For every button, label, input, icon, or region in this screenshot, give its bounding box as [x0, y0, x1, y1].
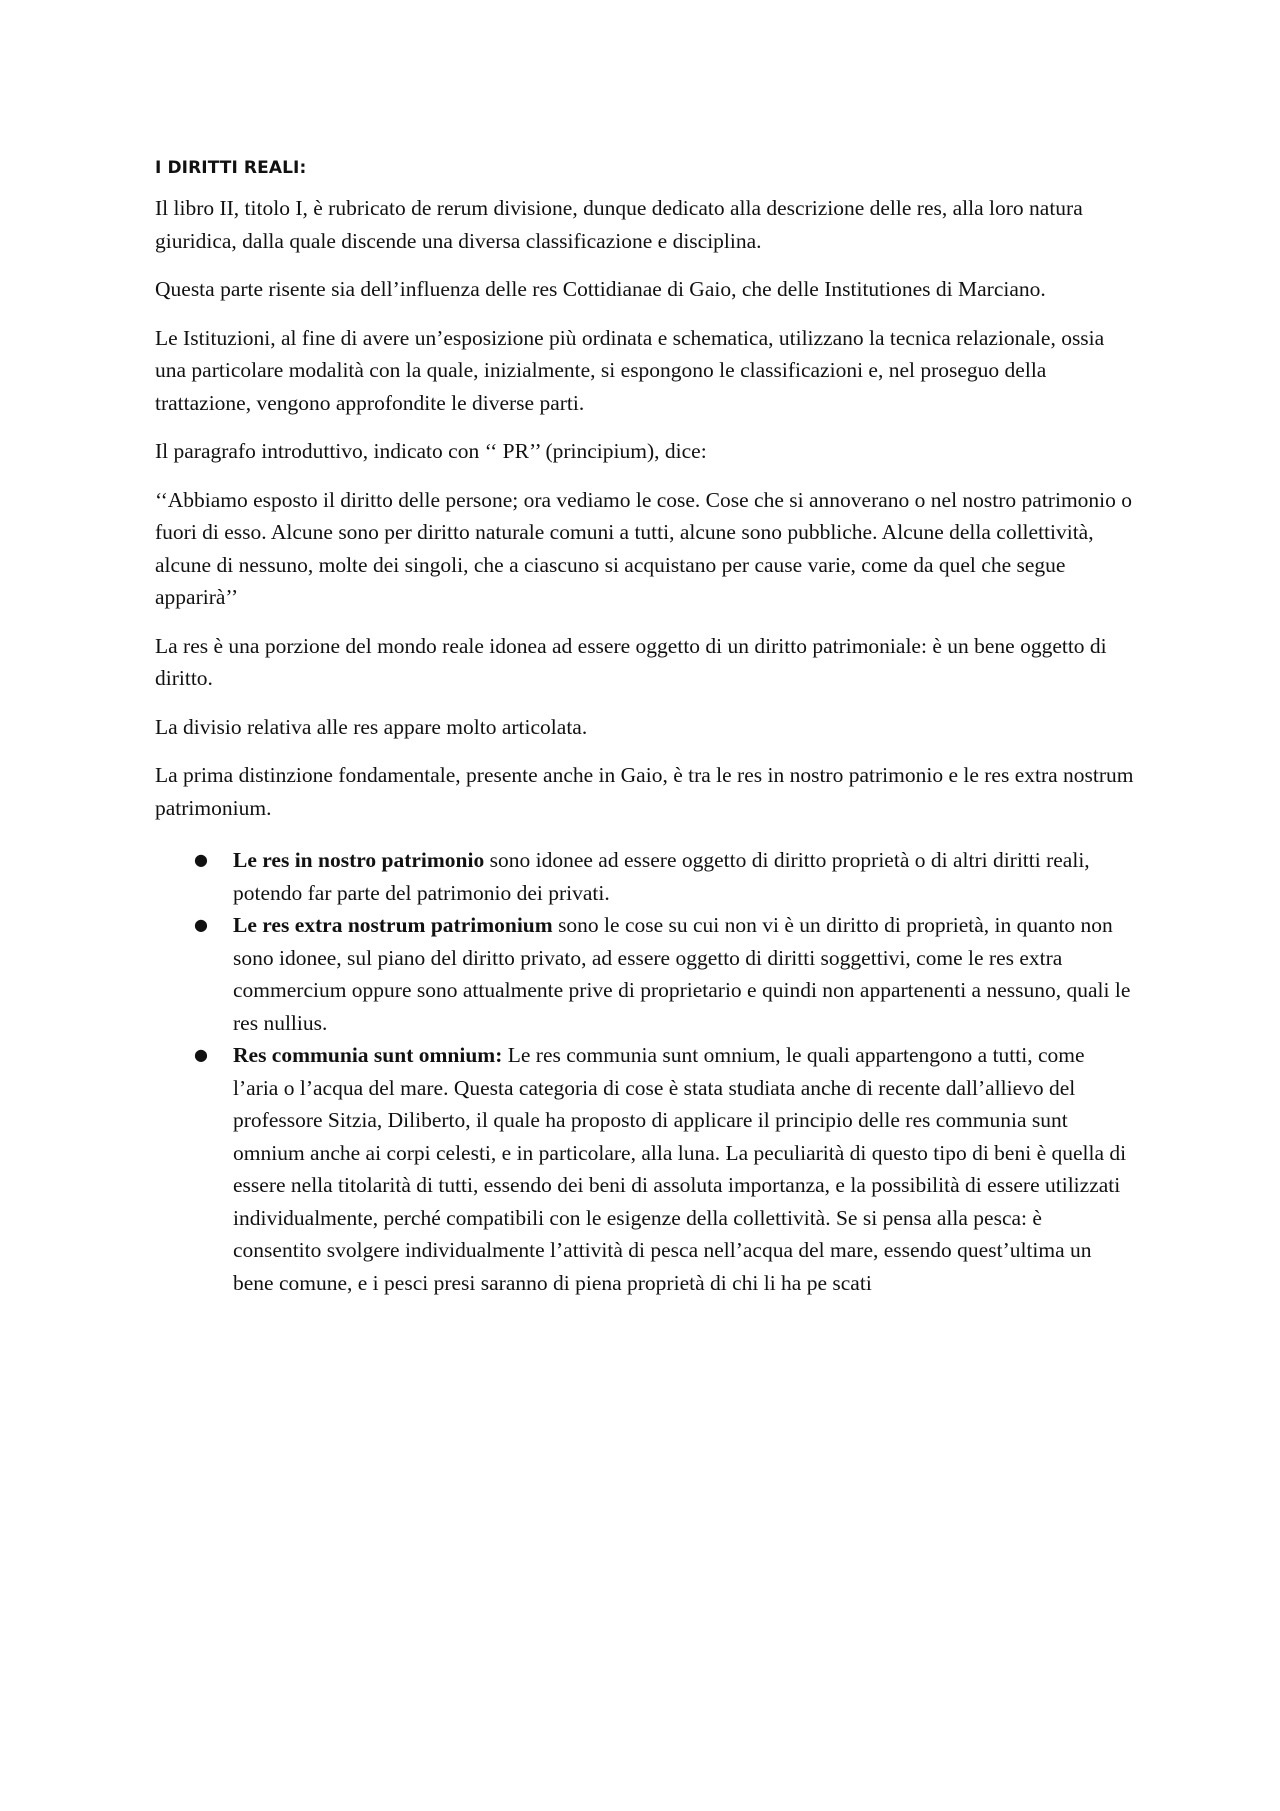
bullet-term: Le res in nostro patrimonio — [233, 848, 485, 872]
bullet-item-res-communia — [155, 1039, 1135, 1299]
bullet-dot-icon: ● — [194, 850, 208, 869]
bullet-text: Le res communia sunt omnium, le quali appartengono a tutti, come l’aria o l’acqua del mare. Questa categoria di cose è stata studiata anche di recente dall’allievo del professore Sitzia, Diliberto, il quale ha proposto di applicare il principio delle res communia sunt omnium anche ai corpi celesti, e in particolare, alla luna. La peculiarità di questo tipo di beni è quella di essere nella titolarità di tutti, essendo dei beni di assoluta importanza, e la possibilità di essere utilizzati individualmente, perché compatibili con le esigenze della collettività. Se si pensa alla pesca: è consentito svolgere individualmente l’attività di pesca nell’acqua del mare, essendo quest’ultima un bene comune, e i pesci presi saranno di piena proprietà di chi li ha pe scati — [233, 1043, 1127, 1295]
quotation-paragraph: ‘‘Abbiamo esposto il diritto delle persone; ora vediamo le cose. Cose che si annoverano o nel nostro patrimonio o fuori di esso. Alcune sono per diritto naturale comuni a tutti, alcune sono pubbliche. Alcune della collettività, alcune di nessuno, molte dei singoli, che a ciascuno si acquistano per cause varie, come da quel che segue apparirà’’ — [155, 487, 1133, 609]
bullet-term: Le res extra nostrum patrimonium — [233, 913, 553, 937]
paragraph-1: Il libro II, titolo I, è rubricato de rerum divisione, dunque dedicato alla descrizione delle res, alla loro natura giuridica, dalla quale discende una diversa classificazione e disciplina. — [155, 196, 1083, 253]
paragraph-3: Le Istituzioni, al fine di avere un’esposizione più ordinata e schematica, utilizzano la tecnica relazionale, ossia una particolare modalità con la quale, inizialmente, si espongono le classificazioni e, nel proseguo della trattazione, vengono approfondite le diverse parti. — [155, 325, 1105, 415]
paragraph-6: La res è una porzione del mondo reale idonea ad essere oggetto di un diritto patrimoniale: è un bene oggetto di diritto. — [155, 633, 1107, 690]
bullet-item-res-in-patrimonio — [155, 844, 1135, 909]
bullet-list — [155, 844, 1135, 1299]
paragraph-7: La divisio relativa alle res appare molto articolata. — [155, 714, 588, 739]
paragraph-8: La prima distinzione fondamentale, presente anche in Gaio, è tra le res in nostro patrimonio e le res extra nostrum patrimonium. — [155, 763, 1134, 820]
paragraph-4: Il paragrafo introduttivo, indicato con ‘‘ PR’’ (principium), dice: — [155, 439, 707, 463]
bullet-dot-icon: ● — [194, 1045, 208, 1064]
bullet-term: Res communia sunt omnium: — [233, 1043, 503, 1067]
bullet-item-res-extra-patrimonium — [155, 909, 1135, 1039]
bullet-text: sono idonee ad essere oggetto di diritto proprietà o di altri diritti reali, potendo far parte del patrimonio dei privati. — [233, 848, 1090, 905]
paragraph-2: Questa parte risente sia dell’influenza delle res Cottidianae di Gaio, che delle Institutiones di Marciano. — [155, 277, 1046, 301]
bullet-text: sono le cose su cui non vi è un diritto di proprietà, in quanto non sono idonee, sul piano del diritto privato, ad essere oggetto di diritti soggettivi, come le res extra commercium oppure sono attualmente prive di proprietario e quindi non appartenenti a nessuno, quali le res nullius. — [233, 913, 1131, 1035]
bullet-dot-icon: ● — [194, 915, 208, 934]
document-page — [155, 158, 1135, 1299]
document-heading: I DIRITTI REALI: — [155, 158, 307, 178]
